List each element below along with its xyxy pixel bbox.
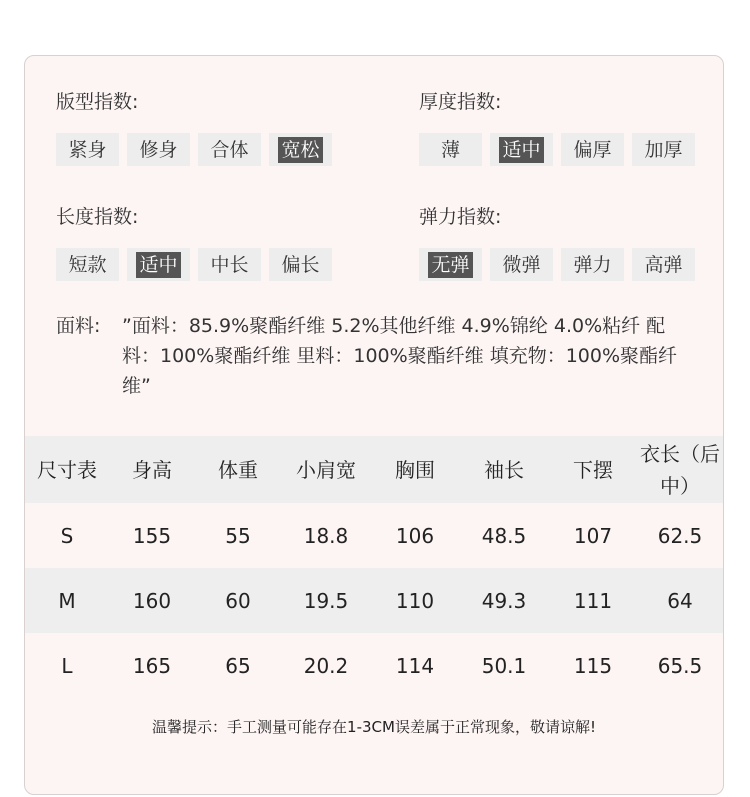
elasticity-index-label: 弹力指数:	[419, 206, 502, 228]
length-option-chip: 偏长	[269, 248, 332, 281]
table-cell: 65	[195, 633, 281, 698]
table-cell: 64	[637, 568, 723, 633]
elasticity-option-chip: 弹力	[561, 248, 624, 281]
thickness-index-label: 厚度指数:	[419, 91, 502, 113]
table-cell: M	[25, 568, 109, 633]
fabric-composition: ”面料：85.9%聚酯纤维 5.2%其他纤维 4.9%锦纶 4.0%粘纤 配料：100%聚酯纤维 里料：100%聚酯纤维 填充物：100%聚酯纤维”	[122, 315, 678, 397]
size-table-row	[25, 568, 723, 633]
size-table-row	[25, 503, 723, 568]
table-cell: 107	[549, 503, 637, 568]
table-cell: 115	[549, 633, 637, 698]
table-cell: 49.3	[459, 568, 549, 633]
table-cell: 165	[109, 633, 195, 698]
table-cell: 60	[195, 568, 281, 633]
table-cell: 62.5	[637, 503, 723, 568]
table-cell: L	[25, 633, 109, 698]
table-cell: 111	[549, 568, 637, 633]
table-cell: 114	[371, 633, 459, 698]
fabric-label: 面料:	[56, 315, 101, 337]
table-cell: 18.8	[281, 503, 371, 568]
thickness-option-chip: 加厚	[632, 133, 695, 166]
table-cell: 155	[109, 503, 195, 568]
thickness-option-chip: 适中	[490, 133, 553, 166]
size-table-header-row	[25, 436, 723, 503]
size-table-header: 小肩宽	[281, 436, 371, 503]
measurement-tip: 温馨提示：手工测量可能存在1-3CM误差属于正常现象，敬请谅解!	[152, 718, 596, 736]
size-table-header: 身高	[109, 436, 195, 503]
table-cell: 65.5	[637, 633, 723, 698]
table-cell: 106	[371, 503, 459, 568]
size-table-row	[25, 633, 723, 698]
table-cell: 48.5	[459, 503, 549, 568]
fit-option-chip: 合体	[198, 133, 261, 166]
table-cell: 160	[109, 568, 195, 633]
table-cell: 20.2	[281, 633, 371, 698]
table-cell: 50.1	[459, 633, 549, 698]
thickness-option-chip: 偏厚	[561, 133, 624, 166]
length-option-chip: 短款	[56, 248, 119, 281]
length-index-label: 长度指数:	[56, 206, 139, 228]
elasticity-option-chip: 无弹	[419, 248, 482, 281]
length-option-chip: 适中	[127, 248, 190, 281]
fit-index-label: 版型指数:	[56, 91, 139, 113]
size-table-header: 下摆	[549, 436, 637, 503]
size-table-header: 衣长（后中）	[637, 436, 723, 503]
size-table-header: 尺寸表	[25, 436, 109, 503]
size-table-header: 袖长	[459, 436, 549, 503]
table-cell: S	[25, 503, 109, 568]
length-option-chip: 中长	[198, 248, 261, 281]
table-cell: 55	[195, 503, 281, 568]
elasticity-option-chip: 微弹	[490, 248, 553, 281]
size-table-header: 体重	[195, 436, 281, 503]
fit-option-chip: 宽松	[269, 133, 332, 166]
elasticity-option-chip: 高弹	[632, 248, 695, 281]
fit-option-chip: 紧身	[56, 133, 119, 166]
thickness-option-chip: 薄	[419, 133, 482, 166]
size-table-header: 胸围	[371, 436, 459, 503]
fit-option-chip: 修身	[127, 133, 190, 166]
size-table	[25, 436, 723, 698]
table-cell: 110	[371, 568, 459, 633]
table-cell: 19.5	[281, 568, 371, 633]
size-info-card	[24, 55, 724, 795]
